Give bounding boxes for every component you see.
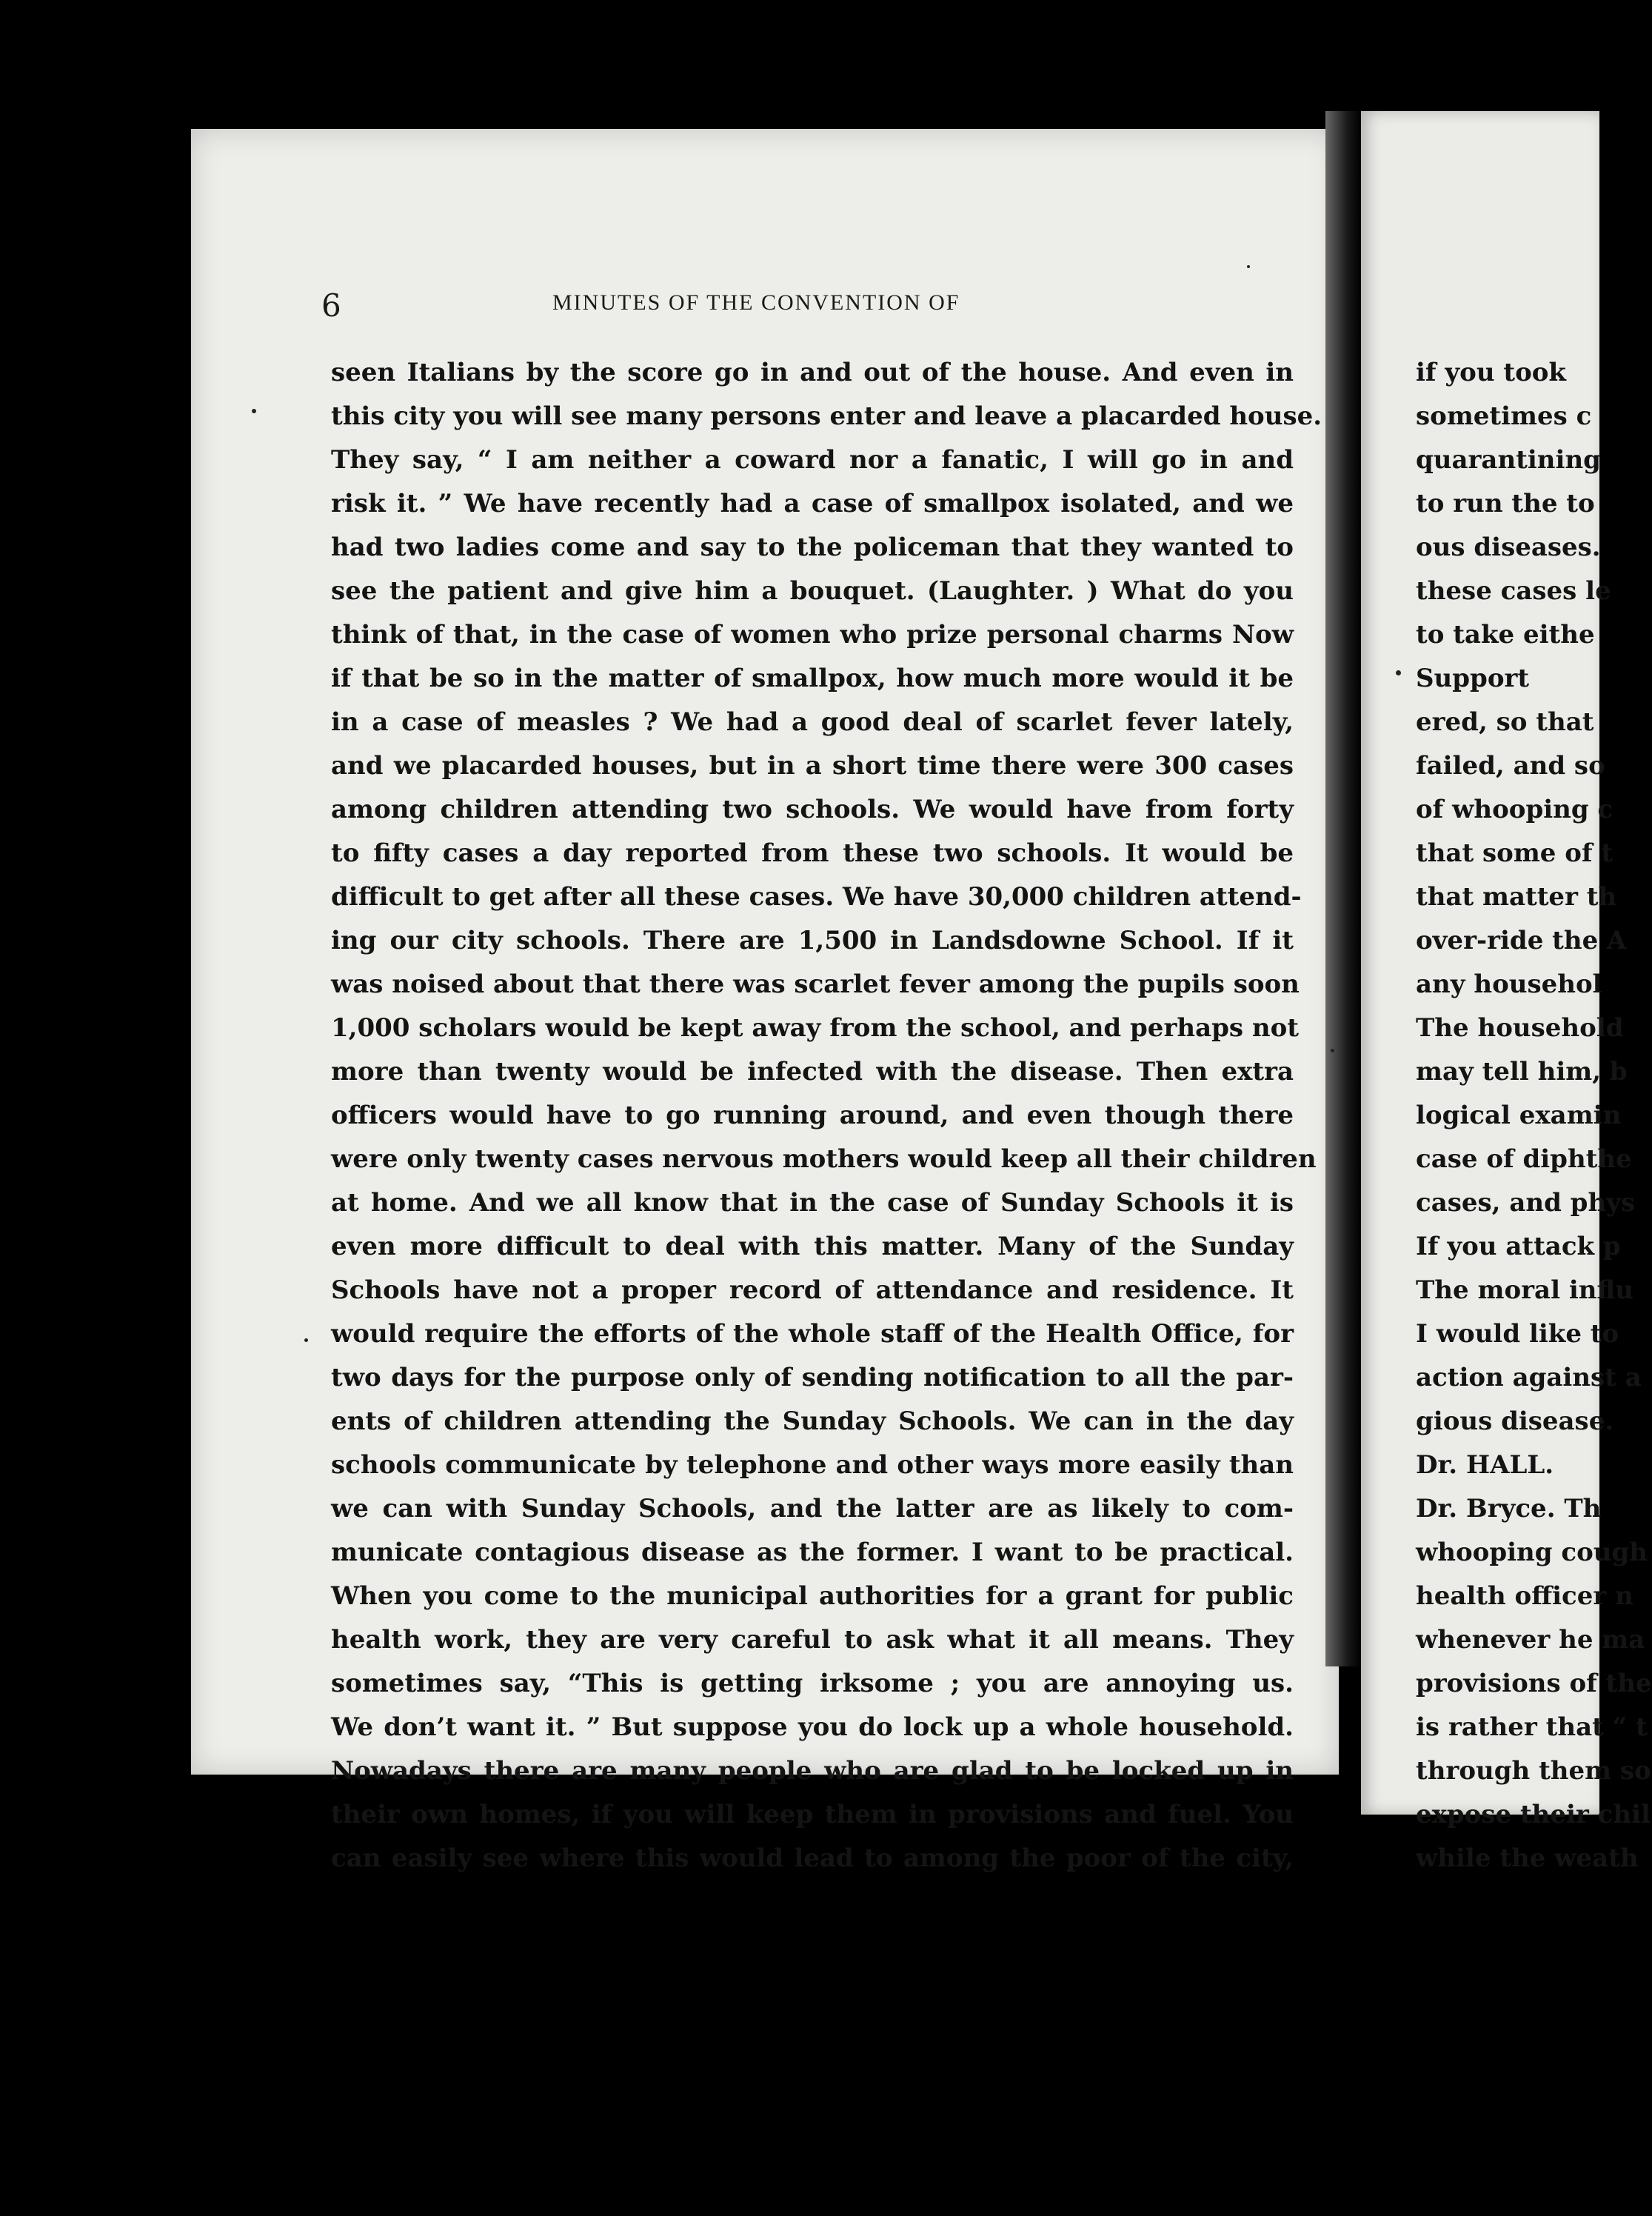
text-line: I would like to xyxy=(1416,1319,1619,1349)
scan-speck xyxy=(1331,1049,1334,1052)
text-line: Support xyxy=(1416,664,1530,693)
text-line: that some of t xyxy=(1416,838,1613,868)
text-line: If you attack p xyxy=(1416,1232,1621,1261)
text-line: ous diseases. xyxy=(1416,533,1601,562)
text-line: even more difficult to deal with this matter. Many of the Sunday xyxy=(331,1232,1294,1261)
text-line: When you come to the municipal authorities for a grant for public xyxy=(331,1581,1294,1611)
text-line: in a case of measles ? We had a good deal of scarlet fever lately, xyxy=(331,707,1294,737)
text-line: we can with Sunday Schools, and the latter are as likely to com- xyxy=(331,1494,1294,1524)
text-line: these cases le xyxy=(1416,576,1611,606)
text-line: whenever he ma xyxy=(1416,1625,1645,1655)
text-line: action against a xyxy=(1416,1363,1642,1392)
text-line: gious disease. xyxy=(1416,1406,1614,1436)
text-line: that matter th xyxy=(1416,882,1617,912)
text-line: to run the to xyxy=(1416,489,1595,518)
text-line: can easily see where this would lead to among the poor of the city, xyxy=(331,1843,1294,1873)
text-line: see the patient and give him a bouquet. (Laughter. ) What do you xyxy=(331,576,1294,606)
text-line: provisions of the xyxy=(1416,1669,1652,1698)
text-line: ents of children attending the Sunday Schools. We can in the day xyxy=(331,1406,1294,1436)
text-line: quarantining xyxy=(1416,445,1601,475)
text-line: of whooping c xyxy=(1416,795,1613,824)
text-line: and we placarded houses, but in a short time there were 300 cases xyxy=(331,751,1294,781)
text-line: expose their chil xyxy=(1416,1800,1651,1829)
text-line: ing our city schools. There are 1,500 in Landsdowne School. If it xyxy=(331,926,1294,955)
text-line: their own homes, if you will keep them in provisions and fuel. You xyxy=(331,1800,1294,1829)
text-line: The household xyxy=(1416,1013,1624,1043)
text-line: among children attending two schools. We would have from forty xyxy=(331,795,1294,824)
text-line: cases, and phys xyxy=(1416,1188,1636,1218)
text-line: may tell him, b xyxy=(1416,1057,1628,1087)
text-line: is rather that “ t xyxy=(1416,1712,1648,1742)
text-line: if that be so in the matter of smallpox, how much more would it be xyxy=(331,664,1294,693)
text-line: case of diphthe xyxy=(1416,1144,1632,1174)
text-line: sometimes c xyxy=(1416,401,1592,431)
text-line: any househol xyxy=(1416,970,1602,999)
book-gutter xyxy=(1325,111,1361,1666)
text-line: to fifty cases a day reported from these two schools. It would be xyxy=(331,838,1294,868)
text-line: 1,000 scholars would be kept away from the school, and perhaps not xyxy=(331,1013,1299,1043)
text-line: municate contagious disease as the former. I want to be practical. xyxy=(331,1538,1294,1567)
text-line: think of that, in the case of women who prize personal charms Now xyxy=(331,620,1294,650)
text-line: officers would have to go running around, and even though there xyxy=(331,1101,1294,1130)
text-line: seen Italians by the score go in and out of the house. And even in xyxy=(331,358,1294,387)
text-line: had two ladies come and say to the policeman that they wanted to xyxy=(331,533,1294,562)
text-line: over-ride the A xyxy=(1416,926,1627,955)
text-line: health work, they are very careful to ask what it all means. They xyxy=(331,1625,1294,1655)
text-line: The moral influ xyxy=(1416,1275,1633,1305)
text-line: this city you will see many persons enter and leave a placarded house. xyxy=(331,401,1322,431)
text-line: to take eithe xyxy=(1416,620,1595,650)
text-line: was noised about that there was scarlet fever among the pupils soon xyxy=(331,970,1300,999)
text-line: risk it. ” We have recently had a case of smallpox isolated, and we xyxy=(331,489,1294,518)
scan-speck xyxy=(304,1338,308,1342)
text-line: would require the efforts of the whole staff of the Health Office, for xyxy=(331,1319,1294,1349)
left-page-text xyxy=(331,351,1322,1880)
text-line: schools communicate by telephone and other ways more easily than xyxy=(331,1450,1294,1480)
text-line: failed, and so xyxy=(1416,751,1605,781)
text-line: two days for the purpose only of sending notification to all the par- xyxy=(331,1363,1294,1392)
text-line: Schools have not a proper record of attendance and residence. It xyxy=(331,1275,1294,1305)
text-line: through them so xyxy=(1416,1756,1651,1786)
text-line: sometimes say, “This is getting irksome ; you are annoying us. xyxy=(331,1669,1294,1698)
text-line: whooping cough xyxy=(1416,1538,1648,1567)
text-line: at home. And we all know that in the case of Sunday Schools it is xyxy=(331,1188,1294,1218)
text-line: ered, so that xyxy=(1416,707,1594,737)
text-line: logical examin xyxy=(1416,1101,1622,1130)
text-line: We don’t want it. ” But suppose you do lock up a whole household. xyxy=(331,1712,1294,1742)
text-line: more than twenty would be infected with the disease. Then extra xyxy=(331,1057,1294,1087)
text-line: health officer n xyxy=(1416,1581,1633,1611)
scan-speck xyxy=(1247,265,1250,268)
text-line: They say, “ I am neither a coward nor a fanatic, I will go in and xyxy=(331,445,1294,475)
text-line: while the weath xyxy=(1416,1843,1639,1873)
text-line: were only twenty cases nervous mothers would keep all their children xyxy=(331,1144,1317,1174)
right-page-text xyxy=(1416,351,1652,1880)
page-number: 6 xyxy=(321,287,341,324)
text-line: Nowadays there are many people who are glad to be locked up in xyxy=(331,1756,1294,1786)
scan-speck xyxy=(252,409,256,413)
text-line: Dr. HALL. xyxy=(1416,1450,1554,1480)
text-line: Dr. Bryce. Th xyxy=(1416,1494,1602,1524)
text-line: if you took xyxy=(1416,358,1566,387)
text-line: difficult to get after all these cases. We have 30,000 children attend- xyxy=(331,882,1302,912)
scan-speck xyxy=(1396,670,1401,675)
running-head: MINUTES OF THE CONVENTION OF xyxy=(552,290,960,315)
